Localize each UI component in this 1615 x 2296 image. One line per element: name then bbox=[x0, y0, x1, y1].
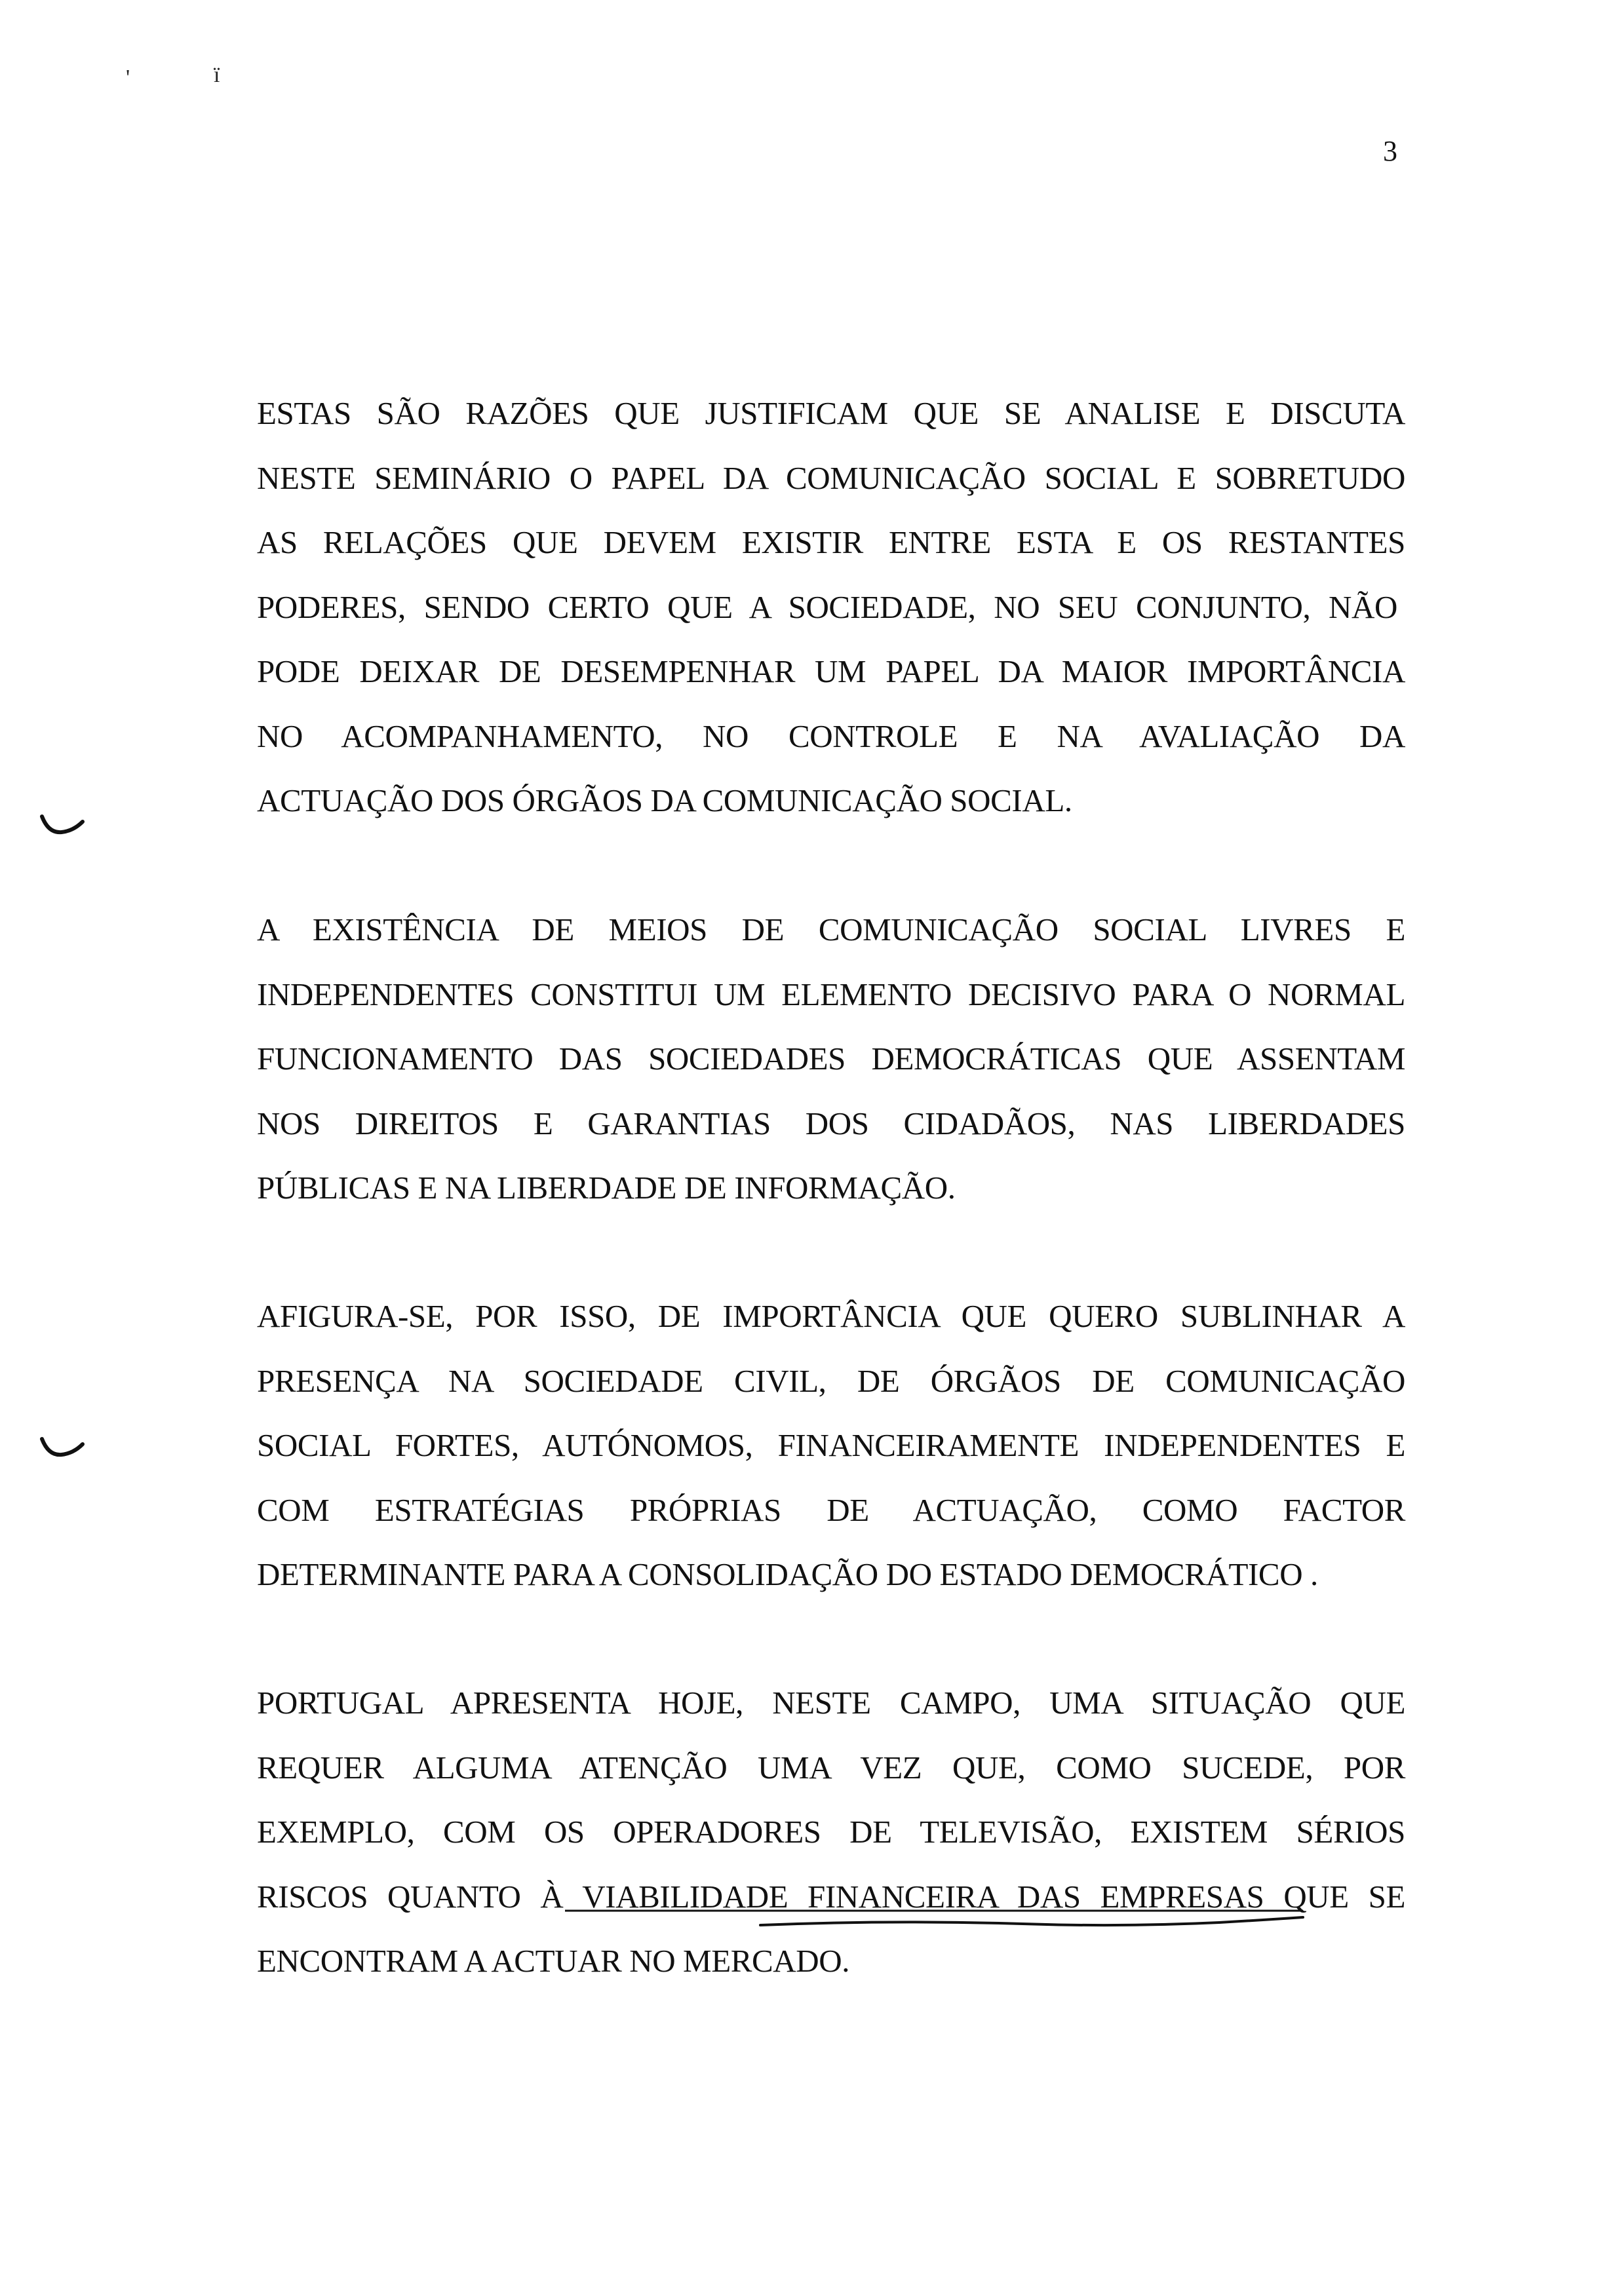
text-line: REQUER ALGUMA ATENÇÃO UMA VEZ QUE, COMO SUCEDE, POR bbox=[257, 1749, 1405, 1786]
paragraph-3 bbox=[257, 1284, 1405, 1607]
paragraph-2 bbox=[257, 898, 1405, 1221]
text-line: AS RELAÇÕES QUE DEVEM EXISTIR ENTRE ESTA E OS RESTANTES bbox=[257, 524, 1405, 560]
handwritten-underline bbox=[564, 1907, 1304, 1933]
text-line: NO ACOMPANHAMENTO, NO CONTROLE E NA AVALIAÇÃO DA bbox=[257, 718, 1405, 754]
paragraph-1 bbox=[257, 381, 1405, 833]
page-number: 3 bbox=[1383, 135, 1397, 167]
text-line: PORTUGAL APRESENTA HOJE, NESTE CAMPO, UMA SITUAÇÃO QUE bbox=[257, 1685, 1405, 1721]
text-line: PRESENÇA NA SOCIEDADE CIVIL, DE ÓRGÃOS DE COMUNICAÇÃO bbox=[257, 1362, 1405, 1399]
text-line: FUNCIONAMENTO DAS SOCIEDADES DEMOCRÁTICAS QUE ASSENTAM bbox=[257, 1041, 1405, 1077]
text-line: NESTE SEMINÁRIO O PAPEL DA COMUNICAÇÃO SOCIAL E SOBRETUDO bbox=[257, 459, 1405, 496]
scan-mark: ' bbox=[126, 66, 130, 90]
text-line: NOS DIREITOS E GARANTIAS DOS CIDADÃOS, NAS LIBERDADES bbox=[257, 1105, 1405, 1141]
text-line: AFIGURA-SE, POR ISSO, DE IMPORTÂNCIA QUE QUERO SUBLINHAR A bbox=[257, 1298, 1405, 1334]
text-line: EXEMPLO, COM OS OPERADORES DE TELEVISÃO, EXISTEM SÉRIOS bbox=[257, 1814, 1405, 1850]
text-line: RISCOS QUANTO À VIABILIDADE FINANCEIRA DAS EMPRESAS QUE SE bbox=[257, 1878, 1405, 1915]
text-line: A EXISTÊNCIA DE MEIOS DE COMUNICAÇÃO SOCIAL LIVRES E bbox=[257, 911, 1405, 947]
text-line: PÚBLICAS E NA LIBERDADE DE INFORMAÇÃO. bbox=[257, 1170, 956, 1206]
paragraph-4 bbox=[257, 1671, 1405, 1994]
handwritten-margin-mark bbox=[39, 813, 85, 839]
text-line: ACTUAÇÃO DOS ÓRGÃOS DA COMUNICAÇÃO SOCIAL. bbox=[257, 782, 1072, 818]
text-line: PODE DEIXAR DE DESEMPENHAR UM PAPEL DA MAIOR IMPORTÂNCIA bbox=[257, 653, 1405, 689]
scan-mark: ï bbox=[214, 63, 220, 87]
text-line: SOCIAL FORTES, AUTÓNOMOS, FINANCEIRAMENTE INDEPENDENTES E bbox=[257, 1427, 1405, 1463]
text-line: PODERES, SENDO CERTO QUE A SOCIEDADE, NO SEU CONJUNTO, NÃO bbox=[257, 588, 1397, 625]
text-line: COM ESTRATÉGIAS PRÓPRIAS DE ACTUAÇÃO, COMO FACTOR bbox=[257, 1491, 1405, 1528]
text-line: DETERMINANTE PARA A CONSOLIDAÇÃO DO ESTADO DEMOCRÁTICO . bbox=[257, 1556, 1318, 1592]
handwritten-margin-mark bbox=[39, 1435, 85, 1461]
text-line: ENCONTRAM A ACTUAR NO MERCADO. bbox=[257, 1943, 850, 1979]
text-line: INDEPENDENTES CONSTITUI UM ELEMENTO DECISIVO PARA O NORMAL bbox=[257, 976, 1405, 1012]
text-line: ESTAS SÃO RAZÕES QUE JUSTIFICAM QUE SE ANALISE E DISCUTA bbox=[257, 395, 1405, 431]
